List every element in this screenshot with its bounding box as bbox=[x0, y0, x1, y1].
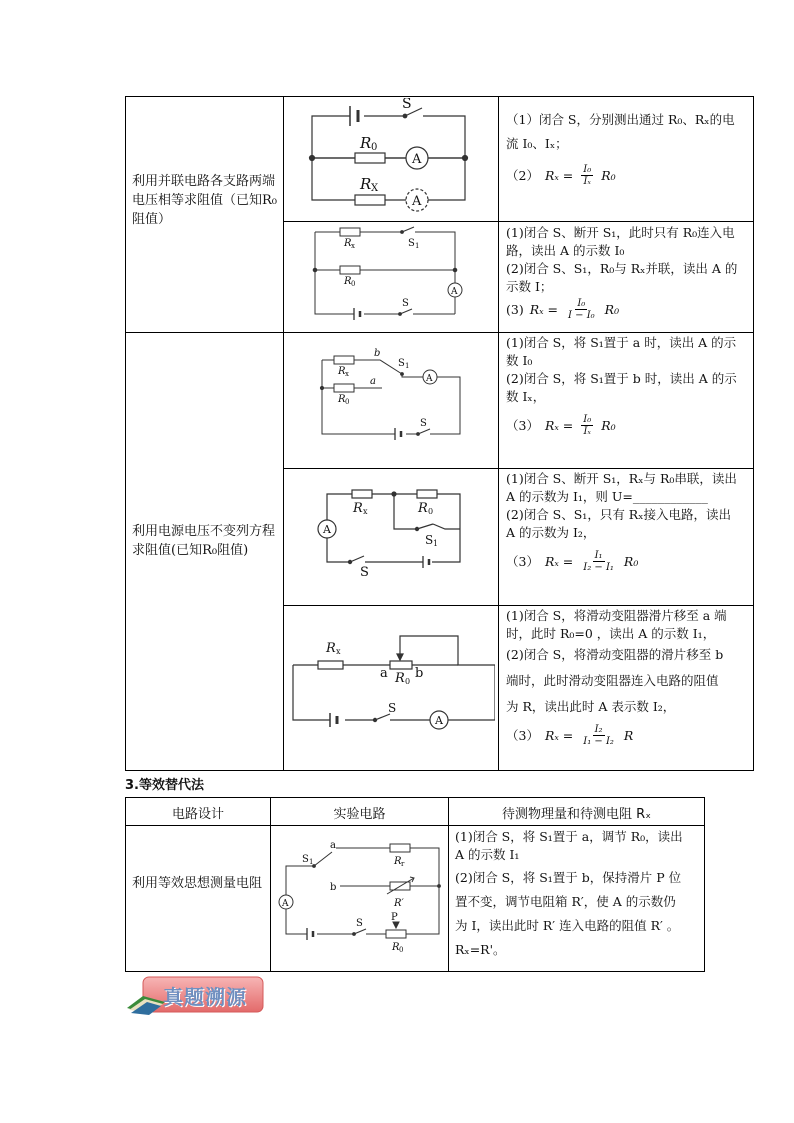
svg-text:S: S bbox=[302, 854, 309, 865]
svg-text:b: b bbox=[374, 348, 381, 359]
svg-text:r: r bbox=[401, 860, 405, 868]
switch-s-label: S bbox=[402, 98, 412, 112]
circuit-diagram-5 bbox=[290, 610, 495, 766]
header-measured-quantities: 待测物理量和待测电阻 Rₓ bbox=[502, 807, 651, 822]
svg-text:S: S bbox=[408, 238, 415, 249]
svg-text:A: A bbox=[323, 523, 331, 536]
svg-text:1: 1 bbox=[433, 539, 439, 548]
svg-text:R: R bbox=[353, 501, 363, 516]
svg-text:x: x bbox=[363, 507, 368, 516]
svg-text:a: a bbox=[370, 376, 376, 387]
svg-text:R: R bbox=[395, 671, 405, 686]
circuit-diagram-3 bbox=[290, 336, 490, 464]
svg-text:A: A bbox=[426, 374, 433, 384]
svg-text:R: R bbox=[338, 366, 346, 377]
section-title: 3.等效替代法 bbox=[125, 778, 204, 793]
svg-text:R: R bbox=[344, 276, 352, 287]
svg-text:0: 0 bbox=[345, 398, 350, 406]
ammeter-label: A bbox=[412, 152, 422, 167]
svg-text:S: S bbox=[356, 918, 363, 929]
svg-text:R: R bbox=[326, 641, 336, 656]
row1-description: （1）闭合 S，分别测出通过 R₀、Rₓ的电 流 I₀、Iₓ； （2） Rₓ = $\frac{\text{I₀}}{\text{Iₓ}}$ R₀ bbox=[506, 112, 735, 187]
svg-text:X: X bbox=[371, 183, 379, 194]
circuit-diagram-2 bbox=[290, 224, 490, 329]
svg-text:1: 1 bbox=[405, 362, 410, 370]
svg-text:S: S bbox=[360, 565, 369, 580]
row3-description: (1)闭合 S，将 S₁置于 a 时，读出 A 的示 数 I₀ (2)闭合 S，将 S₁置于 b 时，读出 A 的示 数 Iₓ， （3） Rₓ = $\frac{\text{I₀}}{\text{Iₓ}}$ R₀ bbox=[506, 335, 737, 437]
circuit-diagram-4 bbox=[290, 472, 490, 602]
svg-text:0: 0 bbox=[405, 677, 411, 686]
equivalent-description: (1)闭合 S，将 S₁置于 a，调节 R₀，读出 A 的示数 I₁ (2)闭合 S，将 S₁置于 b，保持滑片 P 位 置不变，调节电阻箱 R′，使 A 的示数仍 为 I，读出此时 R′ 连入电路的阻值 R′ 。 Rₓ=R'。 bbox=[455, 829, 683, 957]
svg-text:R: R bbox=[344, 238, 352, 249]
method-label-equation: 利用电源电压不变列方程求阻值(已知R₀阻值) bbox=[132, 524, 276, 558]
svg-text:a: a bbox=[380, 666, 388, 681]
design-label-equivalent: 利用等效思想测量电阻 bbox=[132, 876, 263, 891]
svg-text:0: 0 bbox=[371, 142, 378, 153]
svg-text:A: A bbox=[435, 714, 443, 727]
svg-text:S: S bbox=[420, 418, 427, 429]
svg-text:R: R bbox=[360, 134, 372, 152]
svg-text:S: S bbox=[388, 701, 397, 715]
svg-text:S: S bbox=[402, 298, 409, 309]
svg-text:A: A bbox=[451, 287, 458, 297]
svg-text:b: b bbox=[330, 882, 337, 893]
banner-title: 真题溯源 bbox=[163, 985, 247, 1009]
svg-text:A: A bbox=[412, 194, 422, 209]
svg-text:R′: R′ bbox=[394, 898, 404, 909]
svg-text:R: R bbox=[392, 942, 400, 953]
circuit-diagram-1 bbox=[290, 98, 490, 218]
source-banner bbox=[125, 976, 265, 1016]
svg-text:x: x bbox=[351, 242, 355, 250]
header-circuit-design: 电路设计 bbox=[171, 807, 224, 822]
svg-text:A: A bbox=[282, 899, 289, 909]
row2-description: (1)闭合 S、断开 S₁，此时只有 R₀连入电 路，读出 A 的示数 I₀ (2)闭合 S、S₁，R₀与 Rₓ并联，读出 A 的 示数 I； (3) Rₓ = $\frac{\text{I₀}}{\text{I − I₀}}$ R₀ bbox=[506, 225, 738, 321]
svg-text:P: P bbox=[391, 912, 398, 923]
svg-text:0: 0 bbox=[351, 280, 356, 288]
circuit-diagram-equivalent bbox=[274, 830, 446, 968]
svg-text:x: x bbox=[345, 370, 349, 378]
svg-text:R: R bbox=[360, 175, 372, 193]
svg-text:0: 0 bbox=[428, 507, 434, 516]
svg-text:1: 1 bbox=[415, 242, 420, 250]
row4-description: (1)闭合 S、断开 S₁，Rₓ与 R₀串联，读出 A 的示数为 I₁，则 U=____________ (2)闭合 S、S₁，只有 Rₓ接入电路，读出 A 的示数为 I₂， （3） Rₓ = $\frac{\text{I₁}}{\text{I₂ − I₁}}$ R₀ bbox=[506, 471, 737, 573]
svg-text:R: R bbox=[338, 394, 346, 405]
header-experiment-circuit: 实验电路 bbox=[333, 807, 386, 822]
svg-text:a: a bbox=[330, 840, 336, 851]
svg-text:S: S bbox=[425, 533, 434, 547]
svg-text:x: x bbox=[336, 647, 341, 656]
svg-text:1: 1 bbox=[309, 858, 314, 866]
method-label-parallel: 利用并联电路各支路两端电压相等求阻值（已知R₀阻值） bbox=[132, 174, 277, 227]
row5-description: (1)闭合 S，将滑动变阻器滑片移至 a 端 时，此时 R₀=0 ，读出 A 的示数 I₁， (2)闭合 S，将滑动变阻器的滑片移至 b 端时，此时滑动变阻器连入电路的阻值 为 R，读出此时 A 表示数 I₂， （3） Rₓ = $\frac{\text{I₂}}{\text{I₁ − I₂}}$ R bbox=[506, 608, 727, 747]
svg-text:0: 0 bbox=[399, 946, 404, 954]
svg-text:b: b bbox=[415, 666, 424, 681]
svg-text:R: R bbox=[418, 501, 428, 516]
svg-text:R: R bbox=[394, 856, 402, 867]
svg-text:S: S bbox=[398, 358, 405, 369]
